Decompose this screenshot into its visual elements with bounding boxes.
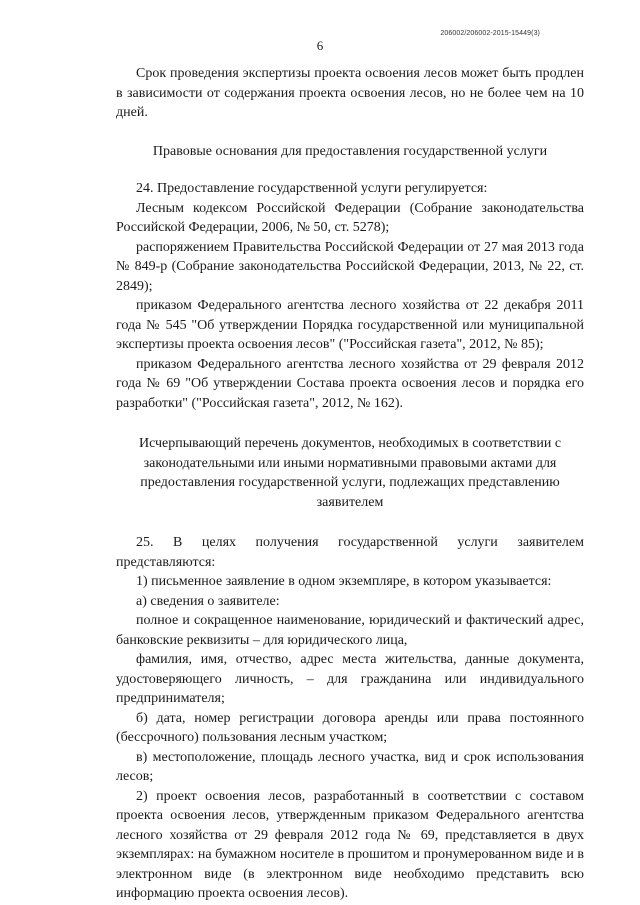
page-number: 6 bbox=[316, 38, 324, 53]
item-b-contract: б) дата, номер регистрации договора аренды или права постоянного (бессрочного) пользования лесным участком; bbox=[116, 710, 584, 745]
heading-legal-basis: Правовые основания для предоставления государственной услуги bbox=[152, 143, 548, 159]
item-1-application: 1) письменное заявление в одном экземпляре, в котором указывается: bbox=[136, 574, 552, 589]
paragraph-order-69: приказом Федерального агентства лесного хозяйства от 29 февраля 2012 года № 69 "Об утверждении Состава проекта освоения лесов и порядка его разработки" ("Российская газета", 2012, № 162). bbox=[116, 356, 584, 411]
paragraph-order-545: приказом Федерального агентства лесного хозяйства от 22 декабря 2011 года № 545 "Об утверждении Порядка государственной или муниципальной экспертизы проекта освоения лесов" ("Российская газета", 2012, № 85); bbox=[116, 298, 584, 352]
document-id: 206002/206002-2015-15449(3) bbox=[440, 30, 540, 37]
heading-documents-list: Исчерпывающий перечень документов, необходимых в соответствии с законодательными или иными нормативными правовыми актами для предоставления государственной услуги, подлежащих представлению заявителем bbox=[138, 436, 562, 510]
paragraph-25: 25. В целях получения государственной услуги заявителем представляются: bbox=[116, 535, 584, 570]
item-a-applicant: а) сведения о заявителе: bbox=[136, 593, 280, 609]
paragraph-forest-code: Лесным кодексом Российской Федерации (Собрание законодательства Российской Федерации, 2006, № 50, ст. 5278); bbox=[116, 200, 584, 235]
item-legal-entity: полное и сокращенное наименование, юридический и фактический адрес, банковские реквизиты – для юридического лица, bbox=[116, 613, 584, 648]
item-2-project: 2) проект освоения лесов, разработанный в соответствии с составом проекта освоения лесов, утвержденным приказом Федерального агентства лесного хозяйства от 29 февраля 2012 года № 69, представляется в двух экземплярах: на бумажном носителе в прошитом и пронумерованном виде и в электронном виде (в электронном виде необходимо представить всю информацию проекта освоения лесов). bbox=[116, 788, 584, 901]
paragraph-decree-849: распоряжением Правительства Российской Федерации от 27 мая 2013 года № 849-р (Собрание законодательства Российской Федерации, 2013, № 22, ст. 2849); bbox=[116, 239, 584, 294]
document-body bbox=[116, 64, 584, 904]
item-citizen: фамилия, имя, отчество, адрес места жительства, данные документа, удостоверяющего личность, – для гражданина или индивидуального предпринимателя; bbox=[116, 652, 584, 706]
item-v-location: в) местоположение, площадь лесного участка, вид и срок использования лесов; bbox=[116, 749, 584, 784]
paragraph-extension: Срок проведения экспертизы проекта освоения лесов может быть продлен в зависимости от содержания проекта освоения лесов, но не более чем на 10 дней. bbox=[116, 66, 584, 120]
paragraph-24: 24. Предоставление государственной услуги регулируется: bbox=[136, 181, 488, 196]
